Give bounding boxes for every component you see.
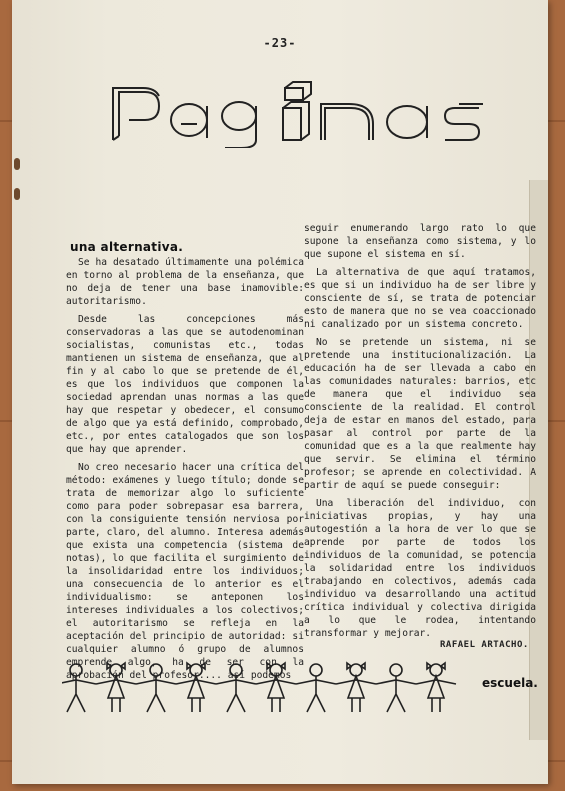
- binding-hole: [14, 188, 20, 200]
- left-paragraph-3: No creo necesario hacer una crítica del método: exámenes y luego título; donde se trata de memorizar algo lo suficiente como para poder sobrepasar esa barrera, con la consiguiente tensión nerviosa por parte, claro, del alumno. Interesa además que exista una competencia (sistema de notas), lo que facilita el surgimiento de la insolidaridad entre los individuos; una consecuencia de lo anterior es el individualismo: se anteponen los intereses individuales a los colectivos; el autoritarismo se refleja en la aceptación del principio de autoridad: si cualquier alumno ó grupo de alumnos emprende algo, ha de ser con la aprobación del profesor.... así podemos: [66, 462, 304, 681]
- children-holding-hands-illustration: [62, 660, 472, 720]
- girl-figure: [176, 663, 216, 712]
- girl-figure: [256, 663, 296, 712]
- right-paragraph-1: seguir enumerando largo rato lo que supone la enseñanza como sistema, y lo que supone el sistema en sí.: [304, 223, 536, 260]
- binding-hole: [14, 158, 20, 170]
- boy-figure: [62, 664, 96, 712]
- boy-figure: [216, 664, 256, 712]
- left-paragraph-1: Se ha desatado últimamente una polémica en torno al problema de la enseñanza, que no deja de tener una base inamovible: autoritarismo.: [66, 257, 304, 307]
- right-column: [304, 222, 536, 645]
- right-paragraph-2: La alternativa de que aquí tratamos, es que si un individuo ha de ser libre y consciente de sí, se trata de potenciar esto de manera que no se vea coaccionado ni canalizado por un sistema concreto.: [304, 267, 536, 330]
- author-signature: RAFAEL ARTACHO.: [440, 640, 529, 650]
- article-heading: una alternativa.: [70, 240, 184, 254]
- left-column: [66, 256, 304, 687]
- page-title-graphic: [107, 78, 497, 148]
- page-number: -23-: [263, 36, 297, 50]
- boy-figure: [136, 664, 176, 712]
- girl-figure: [96, 663, 136, 712]
- girl-figure: [416, 663, 456, 712]
- boy-figure: [376, 664, 416, 712]
- right-paragraph-4: Una liberación del individuo, con iniciativas propias, y hay una autogestión a la hora de ver lo que se aprende por parte de todos los individuos de la comunidad, se potencia la solidaridad entre los individuos trabajando en colectivos, además cada individuo va desarrollando una actitud crítica individual y colectiva dirigida a lo que le rodea, intentando transformar y mejorar.: [304, 498, 536, 639]
- left-paragraph-2: Desde las concepciones más conservadoras a las que se autodenominan socialistas, comunistas etc., todas mantienen un sistema de enseñanza, que al fin y al cabo lo que se pretende de él, es que los individuos que componen la sociedad aprendan unas normas a las que hay que respetar y obedecer, el consumo de algo que ya está definido, comprobado, etc., por entes catalogados que son los que hay que aprender.: [66, 314, 304, 455]
- magazine-page: [12, 0, 548, 784]
- section-label: escuela.: [482, 676, 538, 690]
- right-paragraph-3: No se pretende un sistema, ni se pretende una institucionalización. La educación ha de ser llevada a cabo en las comunidades naturales: barrios, etc de manera que el individuo sea consciente de la realidad. El control deja de estar en manos del estado, para pasar al control por parte de la comunidad que es a la que realmente hay que servir. Se elimina el término profesor; se aprende en colectividad. A partir de aquí se puede conseguir:: [304, 337, 536, 491]
- girl-figure: [336, 663, 376, 712]
- boy-figure: [296, 664, 336, 712]
